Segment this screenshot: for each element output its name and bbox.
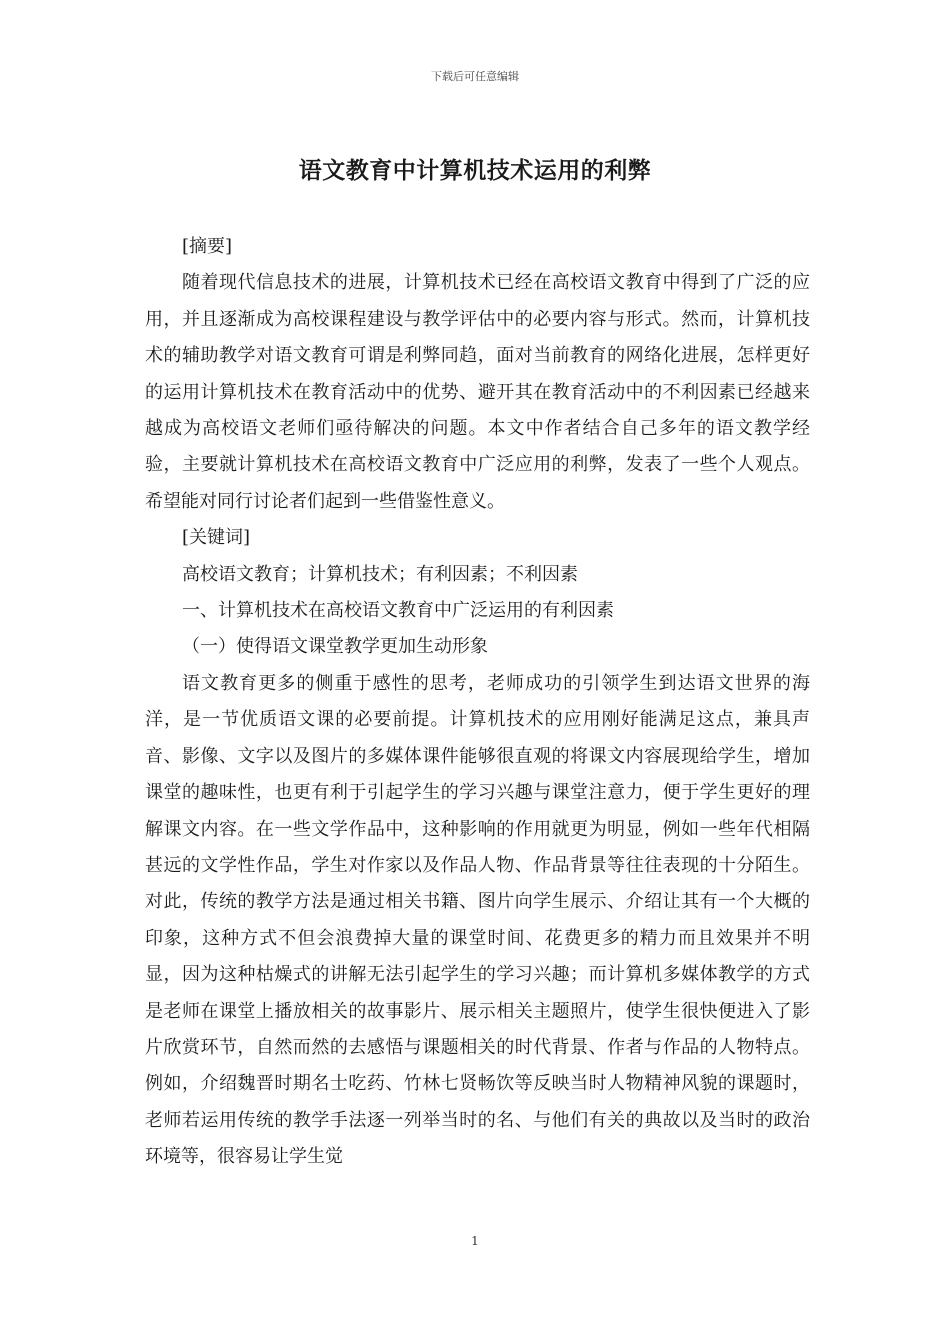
abstract-heading: [摘要]	[182, 236, 233, 257]
keywords-heading: [关键词]	[182, 527, 251, 549]
header-note: 下载后可任意编辑	[431, 70, 519, 83]
subsection-heading: （一）使得语文课堂教学更加生动形象	[182, 636, 488, 658]
page-number: 1	[471, 1234, 479, 1248]
document-body	[145, 229, 810, 1176]
document-title: 语文教育中计算机技术运用的利弊	[298, 158, 652, 184]
section-heading: 一、计算机技术在高校语文教育中广泛运用的有利因素	[182, 600, 614, 622]
body-paragraph: 语文教育更多的侧重于感性的思考，老师成功的引领学生到达语文世界的海洋，是一节优质语文课的必要前提。计算机技术的应用刚好能满足这点，兼具声音、影像、文字以及图片的多媒体课件能够很直观的将课文内容展现给学生，增加课堂的趣味性，也更有利于引起学生的学习兴趣与课堂注意力，便于学生更好的理解课文内容。在一些文学作品中，这种影响的作用就更为明显，例如一些年代相隔甚远的文学性作品，学生对作家以及作品人物、作品背景等往往表现的十分陌生。对此，传统的教学方法是通过相关书籍、图片向学生展示、介绍让其有一个大概的印象，这种方式不但会浪费掉大量的课堂时间、花费更多的精力而且效果并不明显，因为这种枯燥式的讲解无法引起学生的学习兴趣；而计算机多媒体教学的方式是老师在课堂上播放相关的故事影片、展示相关主题照片，使学生很快便进入了影片欣赏环节，自然而然的去感悟与课题相关的时代背景、作者与作品的人物特点。例如，介绍魏晋时期名士吃药、竹林七贤畅饮等反映当时人物精神风貌的课题时，老师若运用传统的教学手法逐一列举当时的名、与他们有关的典故以及当时的政治环境等，很容易让学生觉	[145, 672, 810, 1168]
keywords-paragraph: 高校语文教育；计算机技术；有利因素；不利因素	[182, 563, 578, 585]
abstract-paragraph: 随着现代信息技术的进展，计算机技术已经在高校语文教育中得到了广泛的应用，并且逐渐成为高校课程建设与教学评估中的必要内容与形式。然而，计算机技术的辅助教学对语文教育可谓是利弊同趋，面对当前教育的网络化进展，怎样更好的运用计算机技术在教育活动中的优势、避开其在教育活动中的不利因素已经越来越成为高校语文老师们亟待解决的问题。本文中作者结合自己多年的语文教学经验，主要就计算机技术在高校语文教育中广泛应用的利弊，发表了一些个人观点。希望能对同行讨论者们起到一些借鉴性意义。	[145, 272, 810, 512]
